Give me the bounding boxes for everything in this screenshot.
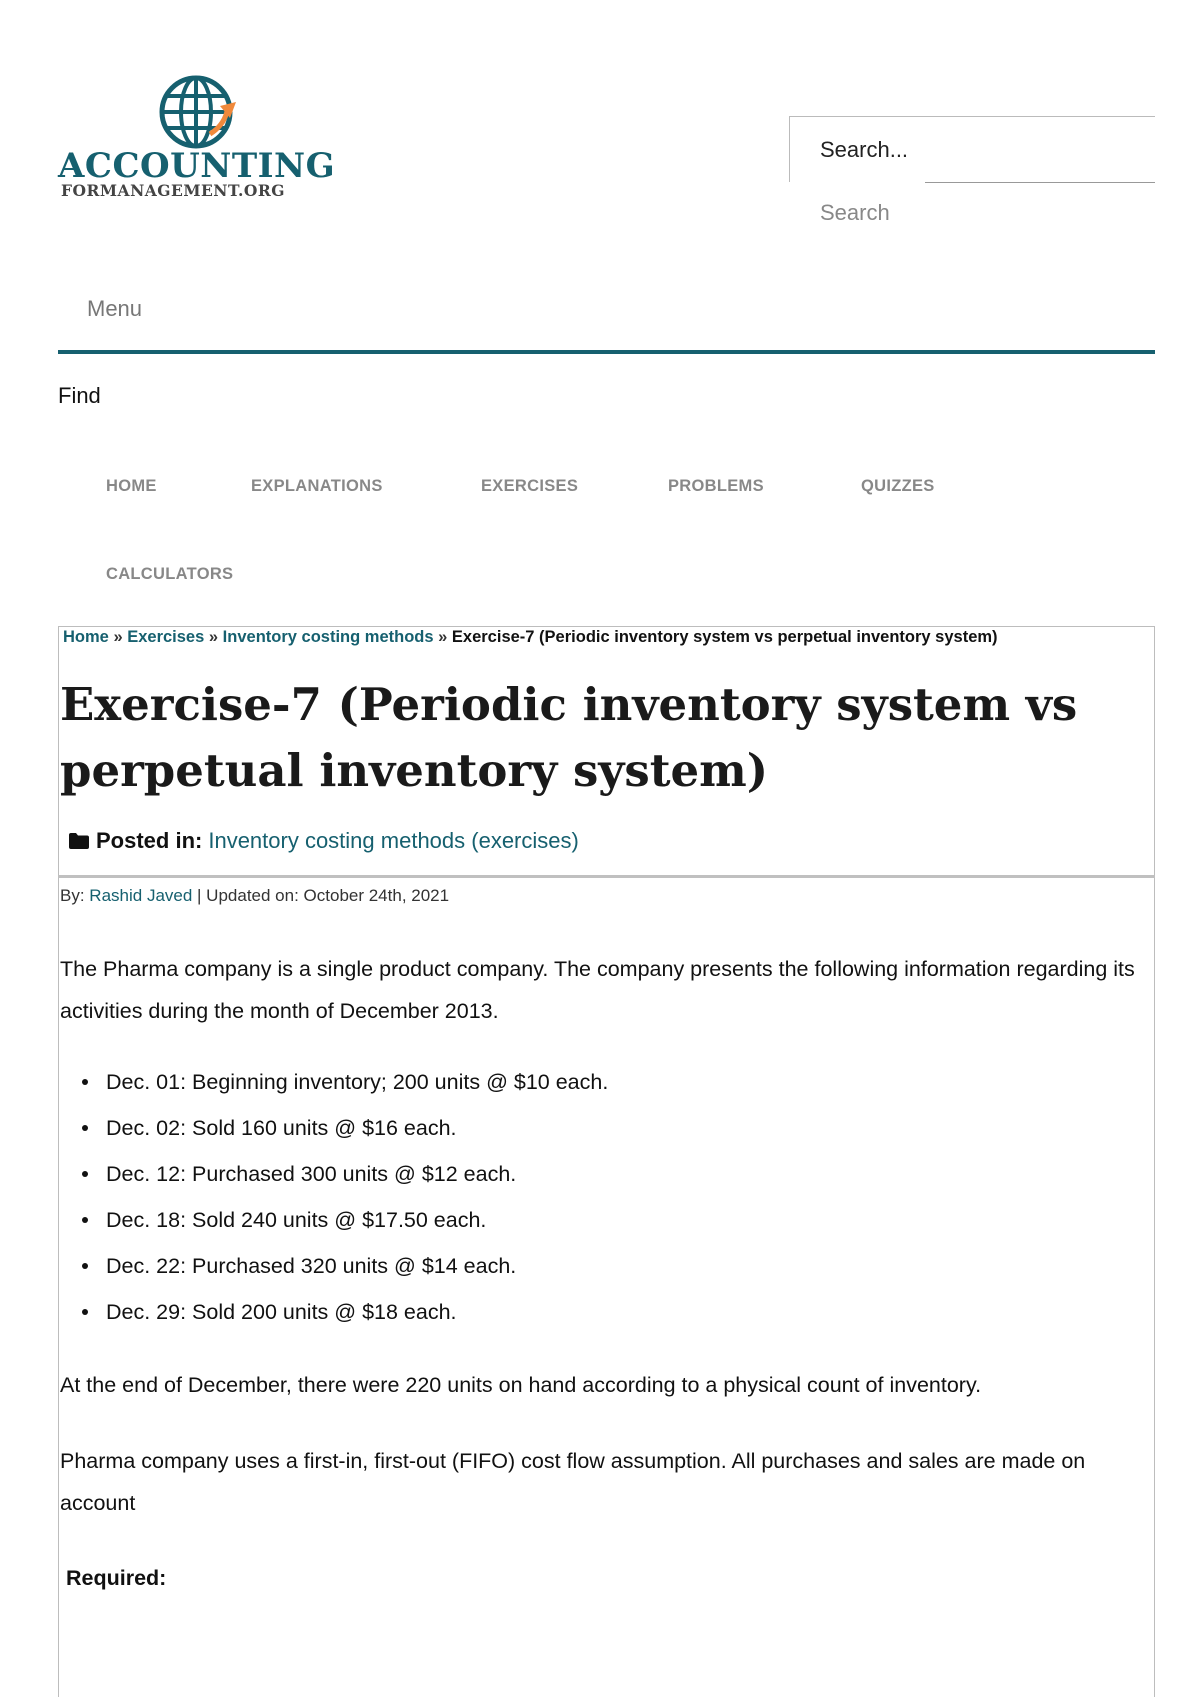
breadcrumb [63,628,998,647]
folder-icon [68,832,90,850]
required-heading: Required: [66,1566,167,1590]
breadcrumb-separator: » [113,628,123,646]
page-title: Exercise-7 (Periodic inventory system vs perpetual inventory system) [60,678,1078,797]
search-underline [925,182,1155,183]
search-input[interactable] [820,137,1120,163]
intro-paragraph: The Pharma company is a single product company. The company presents the following information regarding its activities during the month of December 2013. [60,957,1135,1023]
category-link[interactable]: Inventory costing methods (exercises) [208,828,579,853]
breadcrumb-exercises-link[interactable]: Exercises [127,628,205,646]
logo-subtitle: FORMANAGEMENT.ORG [61,181,286,200]
menu-divider [58,350,1155,354]
transaction-list [60,1065,608,1341]
search-button[interactable]: Search [820,200,890,225]
globe-logo-icon [158,72,242,152]
method-paragraph: Pharma company uses a first-in, first-out (FIFO) cost flow assumption. All purchases and sales are made on account [60,1449,1086,1515]
posted-in [68,828,579,854]
posted-label: Posted in: [96,828,203,853]
breadcrumb-separator: » [438,628,448,646]
menu-toggle-button[interactable]: Menu [87,296,143,321]
updated-date: | Updated on: October 24th, 2021 [197,886,450,905]
nav-item-explanations[interactable]: EXPLANATIONS [251,477,383,495]
nav-item-exercises[interactable]: EXERCISES [481,477,579,495]
list-item: Dec. 02: Sold 160 units @ $16 each. [60,1111,608,1157]
nav-item-home[interactable]: HOME [106,477,157,495]
count-paragraph: At the end of December, there were 220 units on hand according to a physical count of inventory. [60,1373,982,1397]
nav-item-quizzes[interactable]: QUIZZES [861,477,935,495]
logo-wordmark: ACCOUNTING [58,146,336,186]
site-logo[interactable] [58,72,348,202]
breadcrumb-home-link[interactable]: Home [63,628,109,646]
list-item: Dec. 01: Beginning inventory; 200 units @ $10 each. [60,1065,608,1111]
breadcrumb-current: Exercise-7 (Periodic inventory system vs perpetual inventory system) [451,628,998,646]
find-label: Find [58,383,101,408]
nav-item-calculators[interactable]: CALCULATORS [106,565,234,583]
breadcrumb-inventory-link[interactable]: Inventory costing methods [222,628,434,646]
list-item: Dec. 12: Purchased 300 units @ $12 each. [60,1157,608,1203]
byline [60,886,449,906]
author-link[interactable]: Rashid Javed [89,886,193,905]
breadcrumb-separator: » [208,628,219,646]
list-item: Dec. 22: Purchased 320 units @ $14 each. [60,1249,608,1295]
search-box [789,116,1155,182]
list-item: Dec. 29: Sold 200 units @ $18 each. [60,1295,608,1341]
list-item: Dec. 18: Sold 240 units @ $17.50 each. [60,1203,608,1249]
title-divider [58,875,1155,878]
byline-prefix: By: [60,886,85,905]
nav-item-problems[interactable]: PROBLEMS [668,477,764,495]
